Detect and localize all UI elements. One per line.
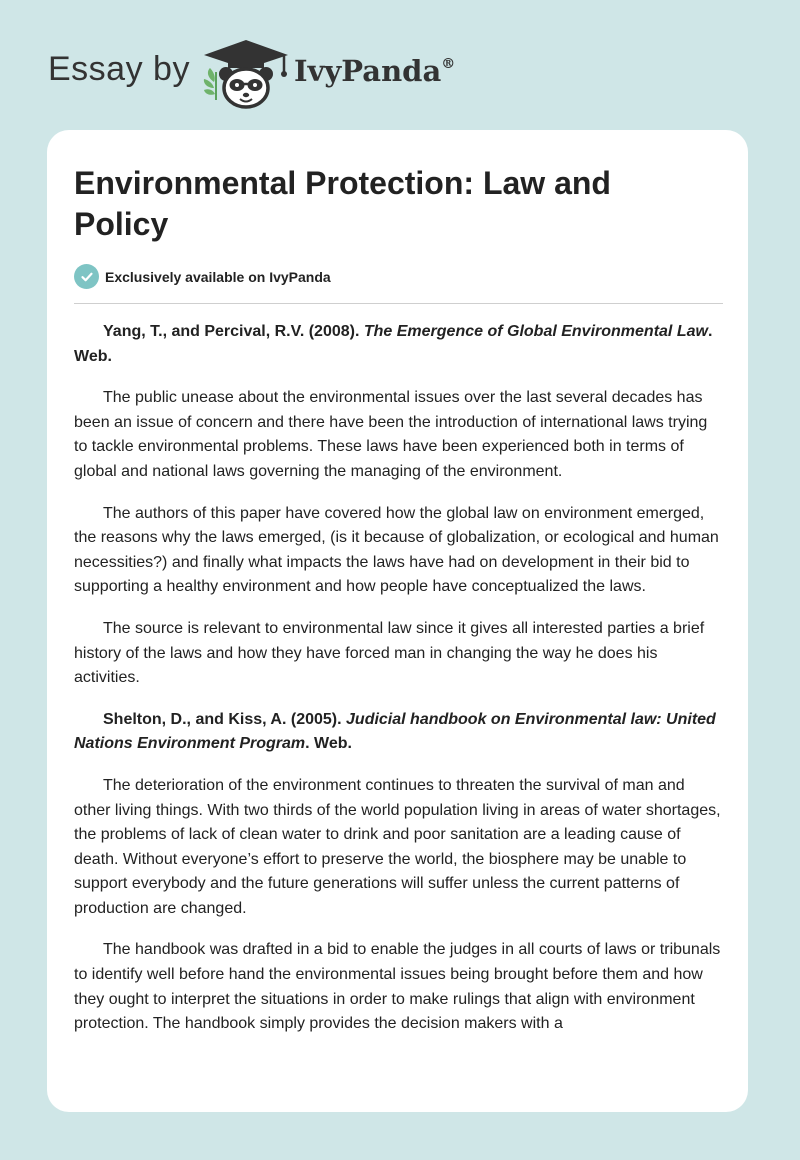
panda-graduate-logo-icon[interactable]	[200, 38, 292, 110]
registered-mark: ®	[441, 56, 456, 72]
divider	[74, 303, 723, 304]
paragraph: The deterioration of the environment continues to threaten the survival of man and other living things. With two thirds of the world population living in areas of water shortages, the problems of lack of clean water to drink and poor sanitation are a leading cause of death. Without everyone’s effort to preserve the world, the biosphere may be unable to support everybody and the future generations will suffer unless the current patterns of production are changed.	[74, 776, 721, 917]
reference-entry	[74, 320, 724, 369]
site-header	[0, 0, 800, 130]
paragraph: The source is relevant to environmental law since it gives all interested parties a brief history of the laws and how they have forced man in changing the way he does his activities.	[74, 619, 705, 687]
page-title: Environmental Protection: Law and Policy	[74, 165, 611, 242]
reference-title: Judicial handbook on Environmental law: United Nations Environment Program	[74, 710, 716, 753]
checkmark-icon	[74, 264, 99, 289]
reference-suffix: . Web.	[74, 323, 713, 365]
paragraph: The handbook was drafted in a bid to enable the judges in all courts of laws or tribunals to identify well before hand the environmental issues being brought before them and how they ought to interpret the situations in order to make rulings that align with environment protection. The handbook simply provides the decision makers with a	[74, 941, 721, 1033]
essay-card	[47, 130, 748, 1112]
reference-entry	[74, 708, 724, 757]
reference-title: The Emergence of Global Environmental Law	[363, 323, 708, 340]
reference-authors: Shelton, D., and Kiss, A. (2005).	[103, 710, 347, 728]
brand-label: IvyPanda	[294, 54, 442, 88]
essay-by-label: Essay by	[48, 50, 190, 88]
paragraph: The authors of this paper have covered how the global law on environment emerged, the reasons why the laws emerged, (is it because of globalization, or ecological and human necessities?) and finally what impacts the laws have had on development in their bid to supporting a healthy environment and how people have conceptualized the laws.	[74, 504, 719, 596]
brand-name[interactable]	[294, 54, 455, 88]
exclusive-label: Exclusively available on IvyPanda	[105, 268, 331, 285]
paragraph: The public unease about the environmental issues over the last several decades has been an issue of concern and there have been the introduction of international laws trying to tackle environmental problems. These laws have been experienced both in terms of global and national laws governing the managing of the environment.	[74, 389, 708, 480]
reference-suffix: . Web.	[305, 735, 352, 753]
essay-body	[74, 320, 724, 1054]
exclusive-badge	[74, 264, 331, 289]
reference-authors: Yang, T., and Percival, R.V. (2008).	[103, 323, 364, 340]
